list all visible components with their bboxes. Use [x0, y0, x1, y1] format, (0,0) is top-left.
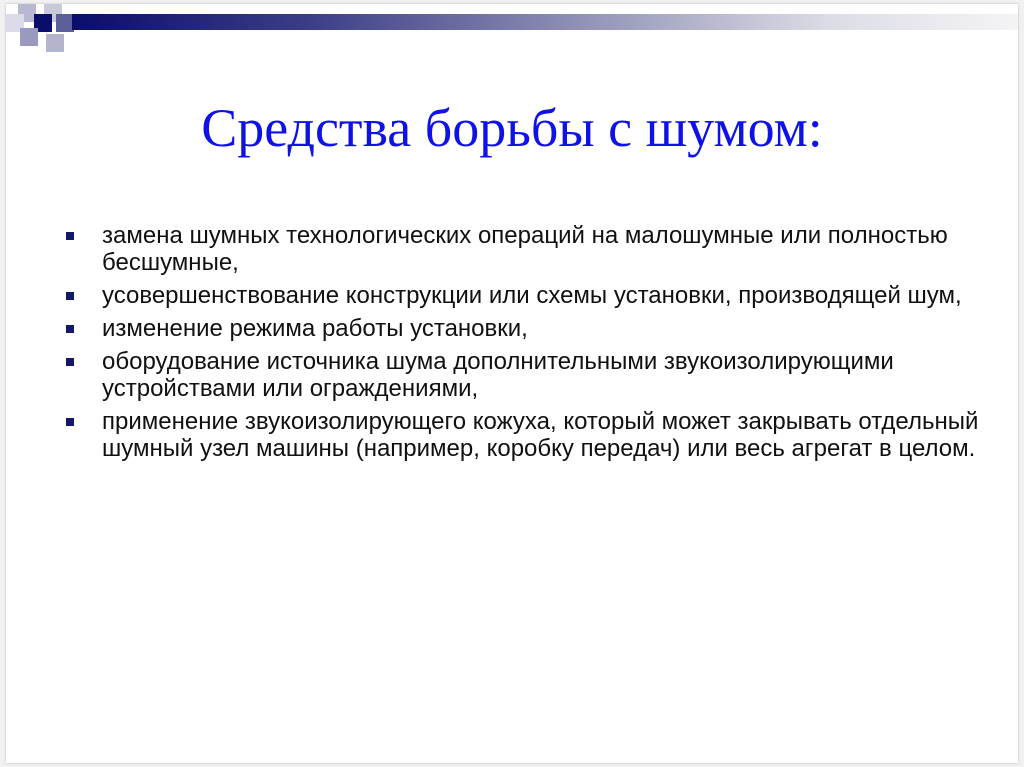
square-bullet-icon	[66, 358, 74, 366]
list-item	[60, 348, 980, 402]
bullet-list	[60, 222, 980, 468]
slide	[6, 4, 1018, 763]
list-item	[60, 408, 980, 462]
slide-title: Средства борьбы с шумом:	[201, 98, 823, 158]
square-bullet-icon	[66, 325, 74, 333]
decor-square-6	[20, 28, 38, 46]
list-item	[60, 315, 980, 342]
list-item-text: применение звукоизолирующего кожуха, который может закрывать отдельный шумный узел машины (например, коробку передач) или весь агрегат в целом.	[102, 408, 979, 462]
list-item	[60, 282, 980, 309]
square-bullet-icon	[66, 232, 74, 240]
square-bullet-icon	[66, 292, 74, 300]
decor-top-bar	[72, 14, 1018, 30]
list-item	[60, 222, 980, 276]
list-item-text: усовершенствование конструкции или схемы установки, производящей шум,	[102, 282, 962, 309]
list-item-text: изменение режима работы установки,	[102, 315, 528, 342]
list-item-text: оборудование источника шума дополнительными звукоизолирующими устройствами или ограждениями,	[102, 348, 894, 402]
square-bullet-icon	[66, 418, 74, 426]
decor-square-7	[46, 34, 64, 52]
list-item-text: замена шумных технологических операций на малошумные или полностью бесшумные,	[102, 222, 948, 276]
